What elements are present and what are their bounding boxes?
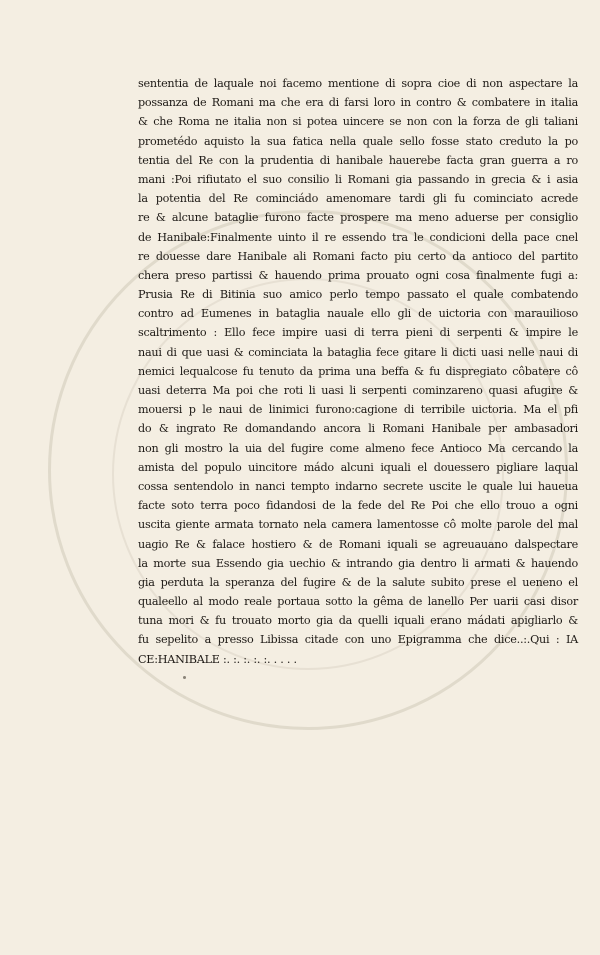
text-line: re douesse dare Hanibale ali Romani facto piu certo da antioco del partito xyxy=(138,249,578,263)
text-line: amista del populo uincitore mádo alcuni iquali el douessero pigliare laqual xyxy=(138,460,578,474)
text-line-closing: CE:HANIBALE :. :. :. :. :. . . . . xyxy=(138,652,297,666)
text-line: cossa sentendolo in nanci tempto indarno secrete uscite le quale lui haueua xyxy=(138,479,578,493)
text-line: mouersi p le naui de linimici furono:cagione di terribile uictoria. Ma el pfi xyxy=(138,403,578,417)
text-line: uscita giente armata tornato nela camera lamentosse cô molte parole del mal xyxy=(138,518,578,532)
text-line: non gli mostro la uia del fugire come almeno fece Antioco Ma cercando la xyxy=(138,441,578,455)
text-column xyxy=(138,74,578,669)
text-line: contro ad Eumenes in bataglia nauale ello gli de uictoria con marauilioso xyxy=(138,307,578,321)
text-line: re & alcune bataglie furono facte prospere ma meno aduerse per consiglio xyxy=(138,211,578,225)
text-line: do & ingrato Re domandando ancora li Romani Hanibale per ambasadori xyxy=(138,422,578,436)
text-line: qualeello al modo reale portaua sotto la gêma de lanello Per uarii casi disor xyxy=(138,595,578,609)
text-line: uasi deterra Ma poi che roti li uasi li serpenti cominzareno quasi afugire & xyxy=(138,384,578,397)
text-line: Prusia Re di Bitinia suo amico perlo tempo passato el quale combatendo xyxy=(138,288,578,302)
text-line: uagio Re & falace hostiero & de Romani iquali se agreuauano dalspectare xyxy=(138,537,578,551)
text-line: fu sepelito a presso Libissa citade con uno Epigramma che dice..:.Qui : IA xyxy=(138,633,578,647)
stray-ink-dot xyxy=(183,676,186,679)
text-line: sententia de laquale noi facemo mentione di sopra cioe di non aspectare la xyxy=(138,77,578,90)
text-line: prometédo aquisto la sua fatica nella quale sello fosse stato creduto la po xyxy=(138,134,578,148)
text-line: naui di que uasi & cominciata la bataglia fece gitare li dicti uasi nelle naui di xyxy=(138,345,578,359)
text-line: de Hanibale:Finalmente uinto il re essendo tra le condicioni della pace cnel xyxy=(138,230,578,244)
text-line: scaltrimento : Ello fece impire uasi di terra pieni di serpenti & impire le xyxy=(138,326,578,340)
text-line: la potentia del Re cominciádo amenomare tardi gli fu cominciato acrede xyxy=(138,192,578,206)
text-line: tuna mori & fu trouato morto gia da quelli iquali erano mádati apigliarlo & xyxy=(138,614,578,628)
text-line: facte soto terra poco fidandosi de la fede del Re Poi che ello trouo a ogni xyxy=(138,499,578,513)
text-line: gia perduta la speranza del fugire & de la salute subito prese el ueneno el xyxy=(138,575,578,589)
text-line: & che Roma ne italia non si potea uincere se non con la forza de gli taliani xyxy=(138,115,578,129)
text-line: la morte sua Essendo gia uechio & intrando gia dentro li armati & hauendo xyxy=(138,556,578,570)
text-line: mani :Poi rifiutato el suo consilio li Romani gia passando in grecia & i asia xyxy=(138,172,578,186)
text-line: possanza de Romani ma che era di farsi loro in contro & combatere in italia xyxy=(138,96,578,110)
text-line: tentia del Re con la prudentia di hanibale hauerebe facta gran guerra a ro xyxy=(138,153,578,167)
text-line: nemici lequalcose fu tenuto da prima una beffa & fu dispregiato côbatere cô xyxy=(138,364,578,378)
text-line: chera preso partissi & hauendo prima prouato ogni cosa finalmente fugi a: xyxy=(138,268,578,282)
